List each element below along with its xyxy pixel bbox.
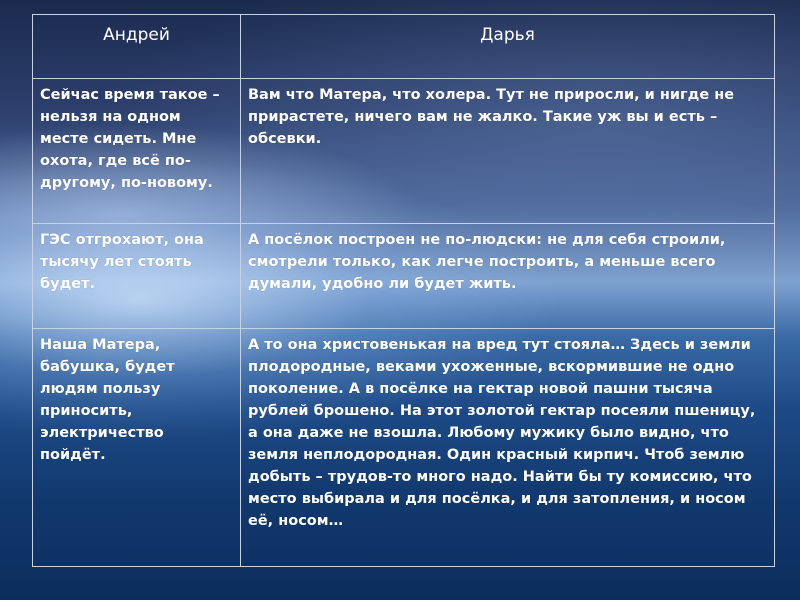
andrey-quote-cell (33, 224, 241, 329)
andrey-quote-cell (33, 329, 241, 567)
header-andrey: Андрей (33, 15, 241, 79)
andrey-quote: ГЭС отгрохают, она тысячу лет стоять будет. (40, 232, 204, 292)
table-row (33, 224, 775, 329)
andrey-quote-cell (33, 79, 241, 224)
darya-quote: А то она христовенькая на вред тут стояла… Здесь и земли плодородные, веками ухоженные, вскормившие не одно поколение. А в посёлке на гектар новой пашни тысяча рублей брошено. На этот золотой гектар посеяли пшеницу, а она даже не взошла. Любому мужику было видно, что земля неплодородная. Один красный кирпич. Чтоб землю добыть – трудов-то много надо. Найти бы ту комиссию, что место выбирала и для посёлка, и для затопления, и носом её, носом… (248, 337, 756, 529)
darya-quote-cell (241, 329, 775, 567)
andrey-quote: Сейчас время такое – нельзя на одном месте сидеть. Мне охота, где всё по-другому, по-новому. (40, 87, 220, 191)
table-row (33, 79, 775, 224)
table-header-row (33, 15, 775, 79)
table-row (33, 329, 775, 567)
header-darya: Дарья (241, 15, 775, 79)
darya-quote: Вам что Матера, что холера. Тут не приросли, и нигде не прирастете, ничего вам не жалко. Такие уж вы и есть – обсевки. (248, 87, 735, 147)
darya-quote-cell (241, 224, 775, 329)
andrey-quote: Наша Матера, бабушка, будет людям пользу приносить, электричество пойдёт. (40, 337, 175, 463)
darya-quote-cell (241, 79, 775, 224)
comparison-table (32, 14, 775, 567)
darya-quote: А посёлок построен не по-людски: не для себя строили, смотрели только, как легче построить, а меньше всего думали, удобно ли будет жить. (248, 232, 726, 292)
